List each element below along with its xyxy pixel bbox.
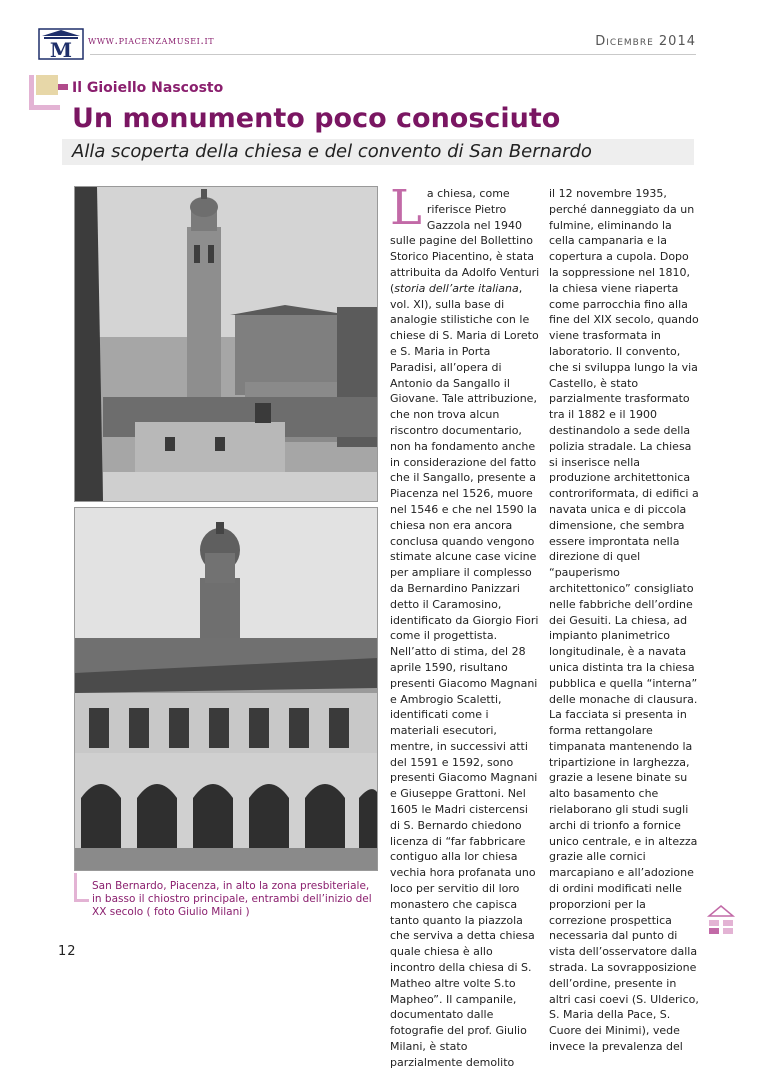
paragraph-2: il 12 novembre 1935, perché danneggiato da un fulmine, eliminando la cella campanaria e la copertura a cupola. Dopo la soppressione nel 1810, la chiesa viene riaperta come parrocchia fino alla fine del XIX secolo, quando viene trasformata in laboratorio. Il convento, che si sviluppa lungo la via Castello, è stato parzialmente trasformato tra il 1882 e il 1900 destinandolo a sede della polizia stradale. La chiesa si inserisce nella produzione architettonica controriformata, di edifici a navata unica e di piccola dimensione, che sembra essere improntata nella direzione di quel “pauperismo architettonico” consigliato nelle fabbriche dell’ordine dei Gesuiti. La chiesa, ad impianto planimetrico longitudinale, è a navata unica distinta tra la chiesa pubblica e quella “interna” delle monache di clausura. La facciata si presenta in forma rettangolare timpanata mantenendo la tripartizione in larghezza, grazie a lesene binate su alto basamento che rielaborano gli studi sugli archi di trionfo a fornice unico centrale, e in altezza grazie alle cornici marcapiano e all’adozione di ordini modificati nelle proporzioni per la correzione prospettica necessaria dal punto di vista dell’osservatore dalla strada. La sovrapposizione dell’ordine, presente in altri casi coevi (S. Ulderico, S. Maria della Pace, S. Cuore dei Minimi), vede invece la prevalenza del xyxy=(549,187,699,1054)
col1-text-rest: , vol. XI), sulla base di analogie stilistiche con le chiese di S. Maria di Loreto e S. Maria in Porta Paradisi, all’opera di Antonio da Sangallo il Giovane. Tale attribuzione, che non trova alcun riscontro documentario, non ha fondamento anche in considerazione del fatto che il Sangallo, presente a Piacenza nel 1526, muore nel 1546 e che nel 1590 la chiesa non era ancora conclusa quando vengono stimate alcune case vicine per ampliare il complesso da Bernardino Panizzari detto il Caramosino, identificato da Giorgio Fiori come il progettista. Nell’atto di stima, del 28 aprile 1590, risultano presenti Giacomo Magnani e Ambrogio Scaletti, identificati come i materiali esecutori, mentre, in successivi atti del 1591 e 1592, sono presenti Giacomo Magnani e Giuseppe Grattoni. Nel 1605 le Madri cistercensi di S. Bernardo chiedono licenza di “far fabbricare contiguo alla lor chiesa vechia hora profanata uno loco per servitio dil loro monastero che capisca tanto quanto la piazzola che serviva a detta chiesa quale chiesa è allo incontro della chiesa di S. Matheo altre volte S.to Mapheo”. Il campanile, documentato dalle fotografie del prof. Giulio Milani, è stato parzialmente demolito xyxy=(390,281,539,1069)
header-divider xyxy=(90,54,696,55)
col1-text-start: a chiesa, come riferisce Pietro Gazzola nel 1940 sulle pagine del Bollettino Storico Piacentino, è stata attribuita da Adolfo Venturi ( xyxy=(390,187,540,295)
church-bell-tower-photo xyxy=(74,186,378,502)
page-number: 12 xyxy=(58,944,77,959)
article-subtitle: Alla scoperta della chiesa e del convento di San Bernardo xyxy=(72,141,592,162)
col1-italic-title: storia dell’arte italiana xyxy=(394,281,519,295)
photo-caption: San Bernardo, Piacenza, in alto la zona presbiteriale, in basso il chiostro principale, entrambi dell’inizio del XX secolo ( foto Giulio Milani ) xyxy=(92,880,372,918)
svg-text:M: M xyxy=(49,38,73,60)
paragraph-1 xyxy=(390,180,540,1071)
text-column-1 xyxy=(390,180,540,1071)
issue-date: Dicembre 2014 xyxy=(595,34,696,49)
title-decoration-bracket xyxy=(29,75,60,110)
cloister-photo xyxy=(74,507,378,871)
site-url-link[interactable]: www.piacenzamusei.it xyxy=(88,34,215,47)
drop-cap: L xyxy=(390,180,422,236)
museum-m-logo-icon[interactable] xyxy=(38,28,84,60)
section-label: Il Gioiello Nascosto xyxy=(72,80,224,96)
section-marker xyxy=(58,84,68,90)
text-column-2 xyxy=(549,186,699,1055)
home-nav-icon[interactable] xyxy=(705,904,737,934)
article-title: Un monumento poco conosciuto xyxy=(72,103,561,134)
caption-decoration xyxy=(74,873,89,902)
